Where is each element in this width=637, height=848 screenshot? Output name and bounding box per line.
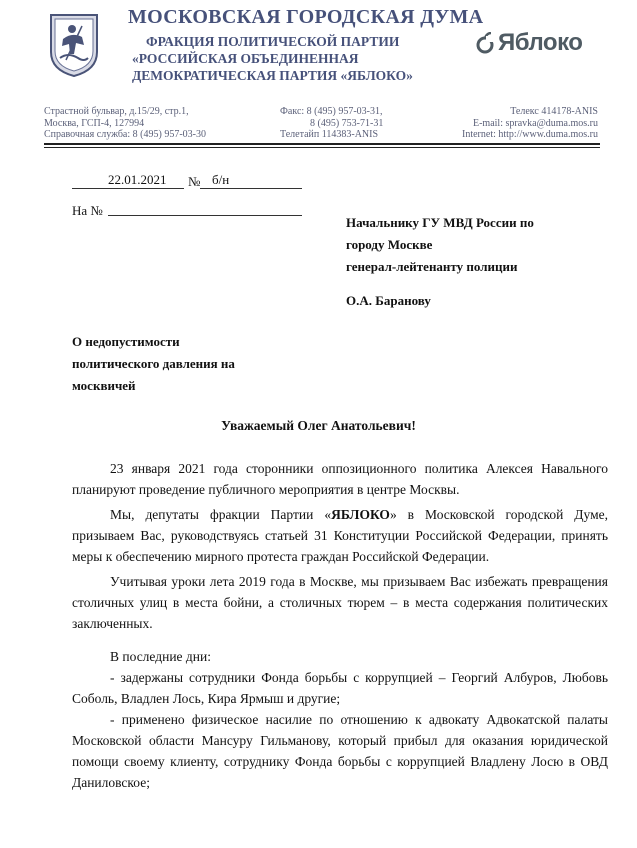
contact-line: Страстной бульвар, д.15/29, стр.1, [44,106,189,117]
subject-line: политического давления на [72,356,235,371]
letter-date: 22.01.2021 [108,172,167,187]
duma-title: МОСКОВСКАЯ ГОРОДСКАЯ ДУМА [128,6,484,28]
date-underline [72,188,184,189]
contact-line: 8 (495) 753-71-31 [310,117,384,129]
faction-line-2: «РОССИЙСКАЯ ОБЪЕДИНЕННАЯ [132,51,359,66]
contact-line: Internet: http://www.duma.mos.ru [462,129,598,140]
contact-line: Телекс 414178-ANIS [510,106,598,117]
salutation: Уважаемый Олег Анатольевич! [221,418,416,433]
addressee-name: О.А. Баранову [346,293,431,308]
letter-number: б/н [212,172,230,187]
contacts-address [44,106,206,141]
subject-line: москвичей [72,378,136,393]
list-item: - задержаны сотрудники Фонда борьбы с коррупцией – Георгий Албуров, Любовь Соболь, Владлен Лось, Кира Ярмыш и другие; [72,670,608,706]
contact-line: Москва, ГСП-4, 127994 [44,117,145,129]
addressee-block [346,212,534,278]
yabloko-logo-text: Яблоко [498,29,583,56]
number-underline [200,188,302,189]
reply-to-label: На № [72,203,103,218]
addressee-line: городу Москве [346,237,433,252]
faction-line-1: ФРАКЦИЯ ПОЛИТИЧЕСКОЙ ПАРТИИ [146,34,400,49]
reply-to-underline [108,215,302,216]
contact-line: Факс: 8 (495) 957-03-31, [280,106,383,117]
contact-line: Справочная служба: 8 (495) 957-03-30 [44,129,206,140]
number-label: № [188,174,201,189]
yabloko-logo-icon [476,32,494,54]
subject-line: О недопустимости [72,334,180,349]
addressee-line: Начальнику ГУ МВД России по [346,215,534,230]
contacts-online [446,106,598,141]
list-item: - применено физическое насилие по отношению к адвокату Адвокатской палаты Московской области Мансуру Гильманову, который прибыл для оказания юридической помощи своему клиенту, сотруднику Фонда борьбы с коррупцией Владлену Лосю в ОВД Даниловское; [72,712,608,790]
contact-line: Телетайп 114383-ANIS [280,129,379,140]
moscow-coat-of-arms-icon [48,12,100,78]
paragraph: Учитывая уроки лета 2019 года в Москве, мы призываем Вас избежать превращения столичных улиц в места бойни, а столичных тюрем – в места содержания политических заключенных. [72,574,608,631]
paragraph-text: Мы, депутаты фракции Партии « [110,507,332,522]
addressee-line: генерал-лейтенанту полиции [346,259,518,274]
paragraph [72,504,608,567]
header-divider-thin [44,147,600,148]
contact-line: E-mail: spravka@duma.mos.ru [472,117,598,129]
party-name: ЯБЛОКО [331,507,390,522]
faction-line-3: ДЕМОКРАТИЧЕСКАЯ ПАРТИЯ «ЯБЛОКО» [132,68,413,83]
paragraph: В последние дни: [110,649,211,664]
header-divider-thick [44,143,600,145]
paragraph-text: » в Московской городской Думе, призываем Вас, руководствуясь статьей 31 Конституции Российской Федерации, принять меры к обеспечению мирного протеста граждан Российской Федерации. [72,507,608,564]
letter-subject [72,331,235,397]
letter-body [72,458,608,793]
yabloko-logo [476,28,582,58]
paragraph: 23 января 2021 года сторонники оппозиционного политика Алексея Навального планируют проведение публичного мероприятия в центре Москвы. [72,461,608,497]
contacts-fax [280,106,383,141]
